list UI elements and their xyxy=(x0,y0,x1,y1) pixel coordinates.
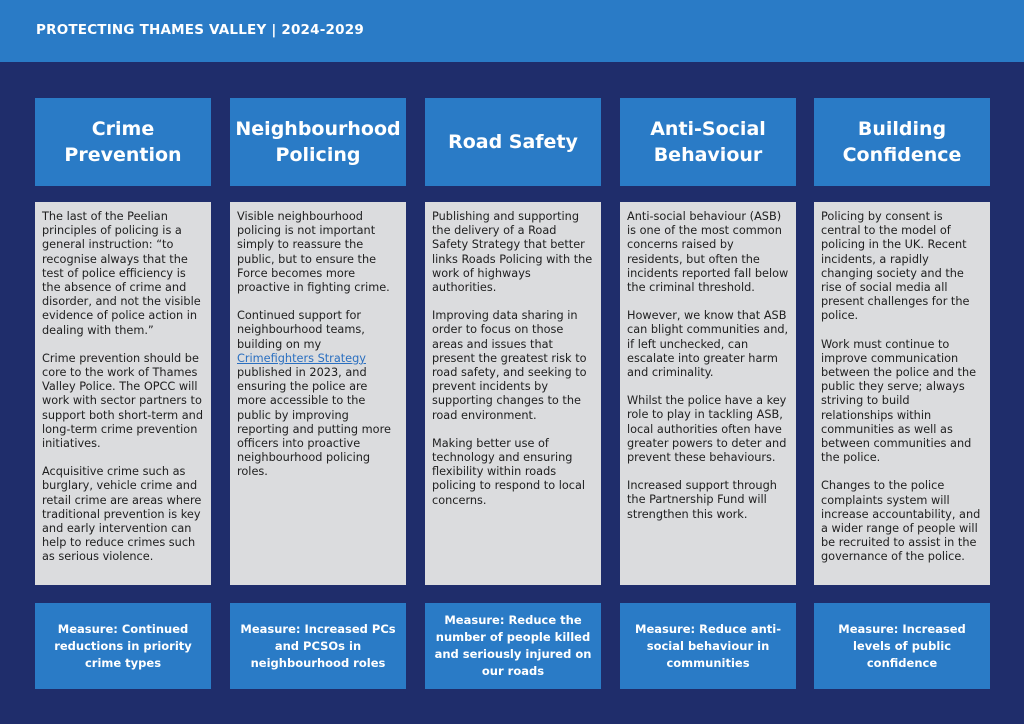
column-heading: Road Safety xyxy=(425,98,601,186)
body-paragraph: Changes to the police complaints system will increase accountability, and a wider range of people will be recruited to assist in the governance of the police. xyxy=(821,479,981,564)
body-paragraph: Acquisitive crime such as burglary, vehicle crime and retail crime are areas where traditional prevention is key and early intervention can help to reduce crimes such as serious violence. xyxy=(42,465,202,564)
body-paragraph: Visible neighbourhood policing is not important simply to reassure the public, but to ensure the Force becomes more proactive in fighting crime. xyxy=(237,210,390,295)
body-paragraph: Policing by consent is central to the model of policing in the UK. Recent incidents, a rapidly changing society and the rise of social media all present challenges for the police. xyxy=(821,210,970,323)
measure-box: Measure: Increased PCs and PCSOs in neighbourhood roles xyxy=(230,603,406,689)
measure-box: Measure: Continued reductions in priority crime types xyxy=(35,603,211,689)
page-header xyxy=(0,0,1024,62)
column-heading: Crime Prevention xyxy=(35,98,211,186)
body-paragraph: Anti-social behaviour (ASB) is one of the most common concerns raised by residents, but often the incidents reported fall below the criminal threshold. xyxy=(627,210,789,295)
body-paragraph: The last of the Peelian principles of policing is a general instruction: “to recognise always that the test of police efficiency is the absence of crime and disorder, and not the visible evidence of police action in dealing with them.” xyxy=(42,210,201,337)
column-heading: Anti-Social Behaviour xyxy=(620,98,796,186)
column-heading: Neighbourhood Policing xyxy=(230,98,406,186)
body-paragraph: Publishing and supporting the delivery of a Road Safety Strategy that better links Roads Policing with the work of highways authorities. xyxy=(432,210,593,295)
body-paragraph: However, we know that ASB can blight communities and, if left unchecked, can escalate into greater harm and criminality. xyxy=(627,309,789,380)
body-paragraph: Whilst the police have a key role to play in tackling ASB, local authorities often have greater powers to deter and prevent these behaviours. xyxy=(627,394,787,465)
body-paragraph: Increased support through the Partnership Fund will strengthen this work. xyxy=(627,479,777,521)
column-heading: Building Confidence xyxy=(814,98,990,186)
body-paragraph: Work must continue to improve communication between the police and the public they serve; always striving to build relationships within communities as well as between communities and the police. xyxy=(821,337,977,465)
paragraph-text: published in 2023, and ensuring the police are more accessible to the public by improving reporting and putting more officers into proactive neighbourhood policing roles. xyxy=(237,366,391,479)
paragraph-text: Continued support for neighbourhood teams, building on my xyxy=(237,309,365,351)
body-paragraph: Crime prevention should be core to the work of Thames Valley Police. The OPCC will work with sector partners to support both short-term and long-term crime prevention initiatives. xyxy=(42,351,204,451)
measure-box: Measure: Reduce the number of people killed and seriously injured on our roads xyxy=(425,603,601,689)
column-body xyxy=(620,202,796,585)
column-body xyxy=(35,202,211,585)
column-body xyxy=(425,202,601,585)
measure-box: Measure: Increased levels of public confidence xyxy=(814,603,990,689)
column-body xyxy=(814,202,990,585)
page-title: PROTECTING THAMES VALLEY | 2024-2029 xyxy=(36,22,364,38)
body-paragraph: Making better use of technology and ensuring flexibility within roads policing to respond to local concerns. xyxy=(432,436,586,507)
body-paragraph: Improving data sharing in order to focus on those areas and issues that present the greatest risk to road safety, and seeking to prevent incidents by supporting changes to the road environment. xyxy=(432,309,587,422)
column-body xyxy=(230,202,406,585)
body-paragraph xyxy=(237,309,399,479)
crimefighters-strategy-link[interactable]: Crimefighters Strategy xyxy=(237,351,366,365)
measure-box: Measure: Reduce anti-social behaviour in communities xyxy=(620,603,796,689)
